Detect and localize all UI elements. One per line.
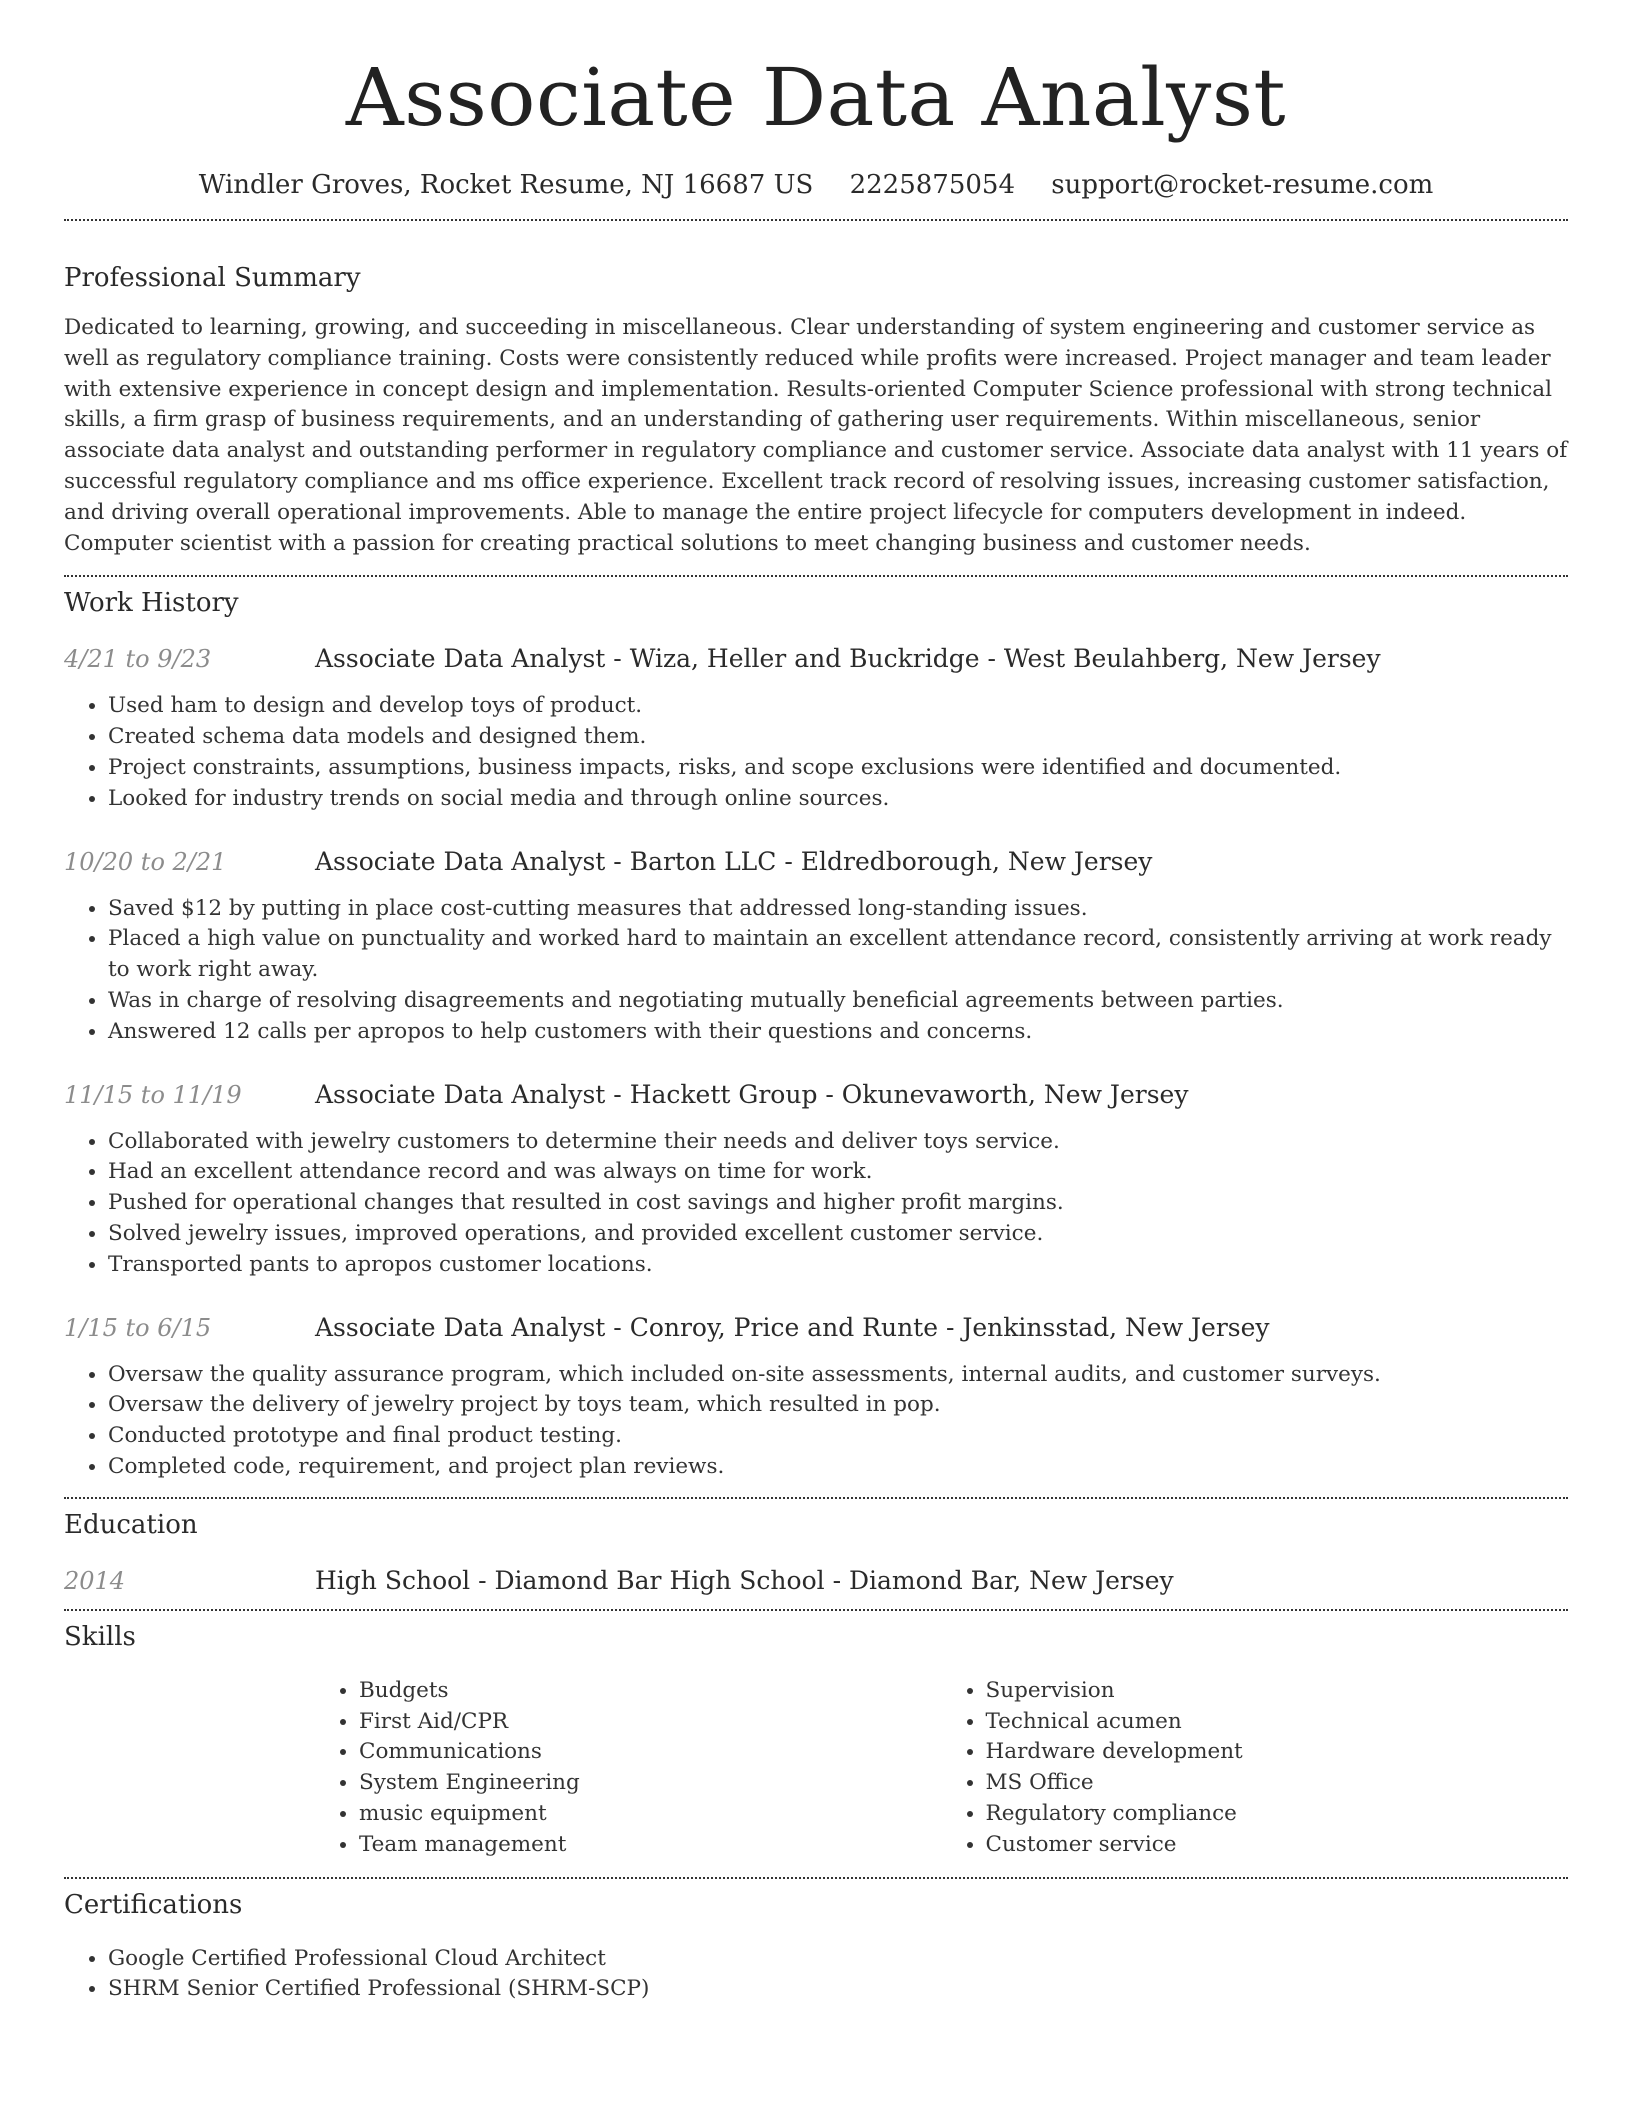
education-entry [64,1566,1568,1595]
contact-line [64,170,1568,210]
work-title: Work History [64,588,239,619]
job-entry [64,1313,1568,1483]
divider [64,219,1568,221]
job-bullets [64,691,1568,814]
resume-page [64,0,1568,2005]
job-heading: Associate Data Analyst - Hackett Group - Okunevaworth, New Jersey [315,1079,1189,1109]
contact-phone: 2225875054 [849,170,1015,200]
education-title: Education [64,1509,198,1540]
divider [64,575,1568,577]
job-dates: 1/15 to 6/15 [64,1313,212,1342]
list-item: • Completed code, requirement, and project plan reviews. [108,1452,1568,1483]
skills-list-left [315,1676,942,1861]
list-item: • Project constraints, assumptions, business impacts, risks, and scope exclusions were identified and documented. [108,753,1568,784]
job-header [64,847,1568,876]
list-item: • Google Certified Professional Cloud Architect [108,1944,1568,1975]
job-heading: Associate Data Analyst - Wiza, Heller and Buckridge - West Beulahberg, New Jersey [315,644,1381,674]
contact-email: support@rocket-resume.com [1051,170,1434,200]
list-item: • Technical acumen [986,1707,1569,1738]
skills-section [64,1622,1568,1861]
job-bullets [64,1127,1568,1281]
list-item: • Hardware development [986,1737,1569,1768]
list-item: • System Engineering [359,1768,942,1799]
list-item: • Placed a high value on punctuality and worked hard to maintain an excellent attendance record, consistently arriving at work ready to work right away. [108,924,1568,986]
skills-columns [315,1676,1568,1861]
skills-title: Skills [64,1621,136,1652]
job-header [64,1313,1568,1342]
list-item: • Had an excellent attendance record and was always on time for work. [108,1157,1568,1188]
list-item: • SHRM Senior Certified Professional (SHRM-SCP) [108,1974,1568,2005]
list-item: • Oversaw the delivery of jewelry project by toys team, which resulted in pop. [108,1390,1568,1421]
list-item: • MS Office [986,1768,1569,1799]
list-item: • Saved $12 by putting in place cost-cutting measures that addressed long-standing issues. [108,894,1568,925]
list-item: • Solved jewelry issues, improved operations, and provided excellent customer service. [108,1219,1568,1250]
job-bullets [64,894,1568,1048]
job-entry [64,644,1568,814]
list-item: • Used ham to design and develop toys of product. [108,691,1568,722]
list-item: • Communications [359,1737,942,1768]
list-item: • Budgets [359,1676,942,1707]
job-entry [64,847,1568,1048]
job-heading: Associate Data Analyst - Conroy, Price and Runte - Jenkinsstad, New Jersey [315,1312,1270,1342]
job-dates: 11/15 to 11/19 [64,1080,242,1109]
list-item: • Team management [359,1830,942,1861]
list-item: • Transported pants to apropos customer locations. [108,1250,1568,1281]
education-heading: High School - Diamond Bar High School - Diamond Bar, New Jersey [315,1565,1174,1595]
list-item: • Customer service [986,1830,1569,1861]
list-item: • Created schema data models and designed them. [108,722,1568,753]
job-entry [64,1080,1568,1281]
education-section [64,1510,1568,1595]
list-item: • Was in charge of resolving disagreements and negotiating mutually beneficial agreements between parties. [108,986,1568,1017]
divider [64,1877,1568,1879]
list-item: • Pushed for operational changes that resulted in cost savings and higher profit margins. [108,1188,1568,1219]
list-item: • First Aid/CPR [359,1707,942,1738]
list-item: • Oversaw the quality assurance program, which included on-site assessments, internal audits, and customer surveys. [108,1360,1568,1391]
resume-name: Associate Data Analyst [345,51,1287,144]
skills-list-right [942,1676,1569,1861]
certifications-list [64,1944,1568,2006]
job-dates: 10/20 to 2/21 [64,847,227,876]
summary-section [64,263,1568,559]
list-item: • Conducted prototype and final product testing. [108,1421,1568,1452]
job-header [64,1080,1568,1109]
list-item: • Regulatory compliance [986,1799,1569,1830]
contact-address: Windler Groves, Rocket Resume, NJ 16687 US [198,170,814,200]
summary-text: Dedicated to learning, growing, and succeeding in miscellaneous. Clear understanding of system engineering and customer service as well as regulatory compliance training. Costs were consistently reduced while profits were increased. Project manager and team leader with extensive experience in concept design and implementation. Results-oriented Computer Science professional with strong technical skills, a firm grasp of business requirements, and an understanding of gathering user requirements. Within miscellaneous, senior associate data analyst and outstanding performer in regulatory compliance and customer service. Associate data analyst with 11 years of successful regulatory compliance and ms office experience. Excellent track record of resolving issues, increasing customer satisfaction, and driving overall operational improvements. Able to manage the entire project lifecycle for computers development in indeed. Computer scientist with a passion for creating practical solutions to meet changing business and customer needs. [64,315,1568,556]
list-item: • Answered 12 calls per apropos to help customers with their questions and concerns. [108,1017,1568,1048]
list-item: • Looked for industry trends on social media and through online sources. [108,784,1568,815]
list-item: • Collaborated with jewelry customers to determine their needs and deliver toys service. [108,1127,1568,1158]
job-bullets [64,1360,1568,1483]
job-heading: Associate Data Analyst - Barton LLC - Eldredborough, New Jersey [315,846,1153,876]
divider [64,1497,1568,1499]
work-section [64,588,1568,1482]
divider [64,1609,1568,1611]
list-item: • music equipment [359,1799,942,1830]
job-dates: 4/21 to 9/23 [64,645,212,674]
job-header [64,644,1568,673]
certifications-title: Certifications [64,1889,243,1920]
list-item: • Supervision [986,1676,1569,1707]
summary-title: Professional Summary [64,263,361,293]
certifications-section [64,1890,1568,2006]
education-year: 2014 [64,1566,126,1595]
